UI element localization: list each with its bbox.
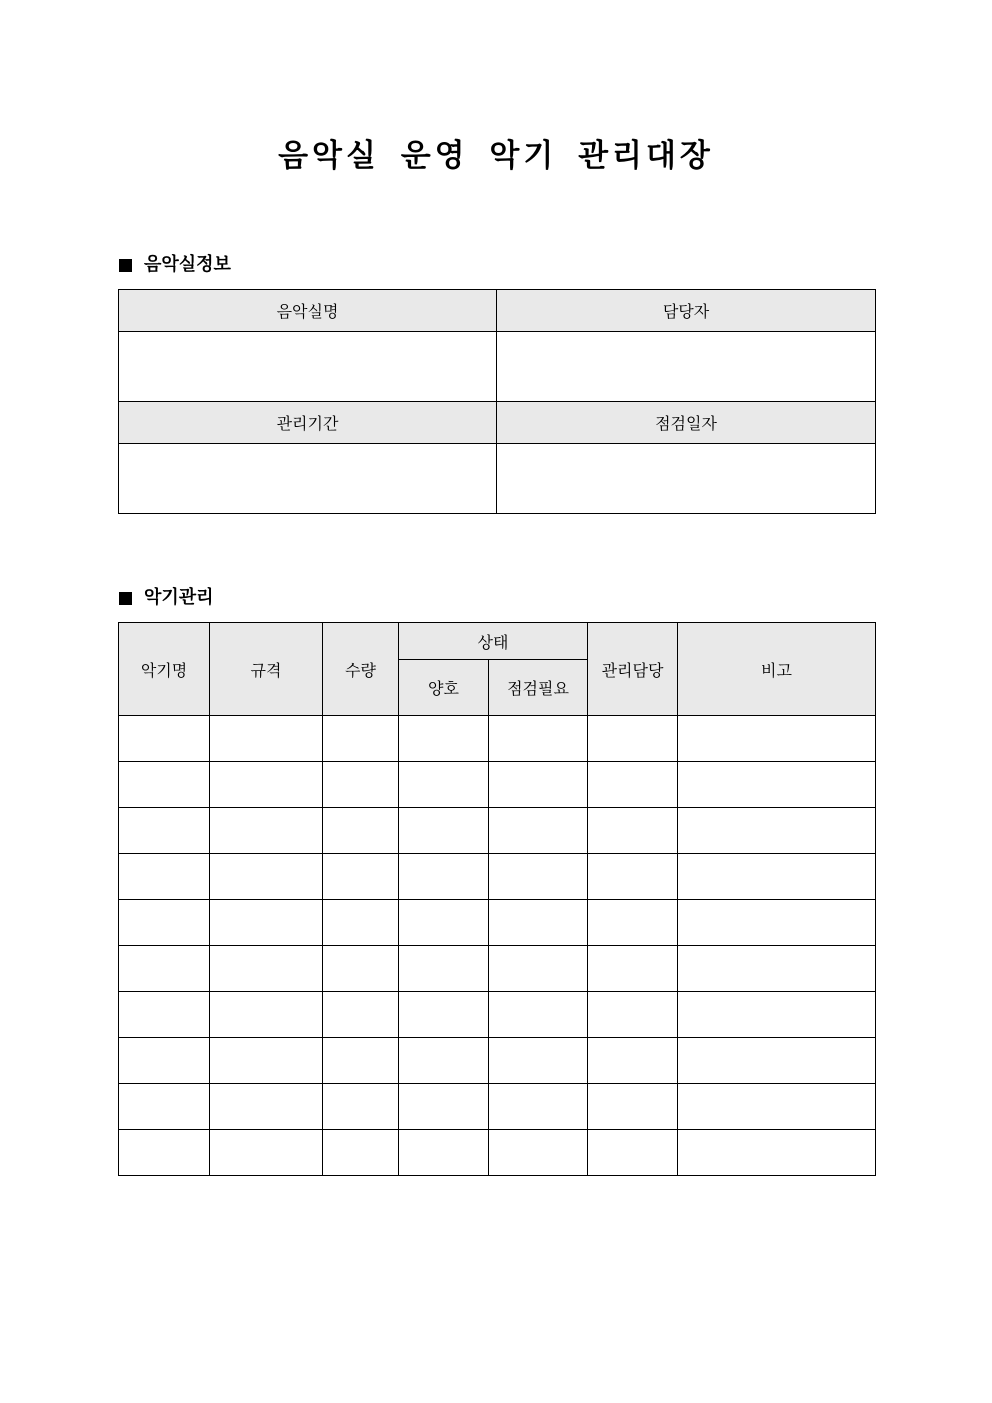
note-cell[interactable]	[678, 762, 876, 808]
instrument-table	[118, 622, 876, 1176]
table-row	[119, 900, 876, 946]
table-row	[119, 1038, 876, 1084]
manager-cell[interactable]	[588, 716, 678, 762]
spec-cell[interactable]	[210, 854, 323, 900]
table-row	[119, 854, 876, 900]
status-check-cell[interactable]	[489, 1084, 588, 1130]
table-row	[119, 1130, 876, 1176]
room-info-table	[118, 289, 876, 514]
quantity-cell[interactable]	[323, 716, 399, 762]
note-cell[interactable]	[678, 1130, 876, 1176]
quantity-cell[interactable]	[323, 1084, 399, 1130]
note-cell[interactable]	[678, 854, 876, 900]
col-instrument-name: 악기명	[119, 623, 210, 716]
status-good-cell[interactable]	[399, 1038, 489, 1084]
spec-cell[interactable]	[210, 946, 323, 992]
status-check-cell[interactable]	[489, 854, 588, 900]
period-field[interactable]	[119, 444, 497, 514]
instrument-name-cell[interactable]	[119, 854, 210, 900]
quantity-cell[interactable]	[323, 762, 399, 808]
manager-field[interactable]	[497, 332, 876, 402]
status-good-cell[interactable]	[399, 716, 489, 762]
status-good-cell[interactable]	[399, 1130, 489, 1176]
period-label: 관리기간	[119, 402, 497, 444]
table-row	[119, 946, 876, 992]
quantity-cell[interactable]	[323, 854, 399, 900]
note-cell[interactable]	[678, 716, 876, 762]
instrument-heading	[119, 586, 214, 610]
status-check-cell[interactable]	[489, 900, 588, 946]
quantity-cell[interactable]	[323, 808, 399, 854]
instrument-name-cell[interactable]	[119, 716, 210, 762]
manager-cell[interactable]	[588, 1084, 678, 1130]
col-manager: 관리담당	[588, 623, 678, 716]
spec-cell[interactable]	[210, 992, 323, 1038]
status-good-cell[interactable]	[399, 854, 489, 900]
table-row	[119, 762, 876, 808]
manager-cell[interactable]	[588, 1038, 678, 1084]
manager-cell[interactable]	[588, 946, 678, 992]
note-cell[interactable]	[678, 900, 876, 946]
inspection-date-field[interactable]	[497, 444, 876, 514]
spec-cell[interactable]	[210, 808, 323, 854]
table-row	[119, 808, 876, 854]
quantity-cell[interactable]	[323, 900, 399, 946]
instrument-name-cell[interactable]	[119, 1084, 210, 1130]
manager-cell[interactable]	[588, 854, 678, 900]
status-good-cell[interactable]	[399, 762, 489, 808]
col-quantity: 수량	[323, 623, 399, 716]
col-note: 비고	[678, 623, 876, 716]
col-status: 상태	[399, 623, 588, 660]
instrument-name-cell[interactable]	[119, 808, 210, 854]
manager-cell[interactable]	[588, 808, 678, 854]
spec-cell[interactable]	[210, 900, 323, 946]
status-check-cell[interactable]	[489, 762, 588, 808]
status-good-cell[interactable]	[399, 1084, 489, 1130]
instrument-name-cell[interactable]	[119, 900, 210, 946]
spec-cell[interactable]	[210, 1038, 323, 1084]
room-info-heading	[119, 253, 231, 277]
instrument-table-body	[119, 716, 876, 1176]
status-check-cell[interactable]	[489, 992, 588, 1038]
room-name-label: 음악실명	[119, 290, 497, 332]
instrument-heading-label: 악기관리	[144, 587, 214, 608]
manager-label: 담당자	[497, 290, 876, 332]
document-title: 음악실 운영 악기 관리대장	[278, 138, 714, 174]
square-bullet-icon	[119, 592, 132, 605]
square-bullet-icon	[119, 259, 132, 272]
spec-cell[interactable]	[210, 1130, 323, 1176]
quantity-cell[interactable]	[323, 1130, 399, 1176]
instrument-name-cell[interactable]	[119, 1130, 210, 1176]
status-check-cell[interactable]	[489, 1130, 588, 1176]
manager-cell[interactable]	[588, 900, 678, 946]
status-check-cell[interactable]	[489, 1038, 588, 1084]
table-row	[119, 992, 876, 1038]
spec-cell[interactable]	[210, 716, 323, 762]
instrument-name-cell[interactable]	[119, 1038, 210, 1084]
manager-cell[interactable]	[588, 1130, 678, 1176]
inspection-date-label: 점검일자	[497, 402, 876, 444]
note-cell[interactable]	[678, 1084, 876, 1130]
spec-cell[interactable]	[210, 762, 323, 808]
status-good-cell[interactable]	[399, 900, 489, 946]
table-row	[119, 1084, 876, 1130]
note-cell[interactable]	[678, 808, 876, 854]
col-status-check: 점검필요	[489, 660, 588, 716]
status-good-cell[interactable]	[399, 992, 489, 1038]
status-check-cell[interactable]	[489, 946, 588, 992]
note-cell[interactable]	[678, 1038, 876, 1084]
status-check-cell[interactable]	[489, 808, 588, 854]
status-good-cell[interactable]	[399, 808, 489, 854]
spec-cell[interactable]	[210, 1084, 323, 1130]
manager-cell[interactable]	[588, 762, 678, 808]
table-row	[119, 716, 876, 762]
quantity-cell[interactable]	[323, 992, 399, 1038]
instrument-name-cell[interactable]	[119, 946, 210, 992]
room-name-field[interactable]	[119, 332, 497, 402]
status-good-cell[interactable]	[399, 946, 489, 992]
status-check-cell[interactable]	[489, 716, 588, 762]
note-cell[interactable]	[678, 992, 876, 1038]
col-spec: 규격	[210, 623, 323, 716]
quantity-cell[interactable]	[323, 946, 399, 992]
room-info-heading-label: 음악실정보	[144, 254, 231, 275]
instrument-name-cell[interactable]	[119, 992, 210, 1038]
note-cell[interactable]	[678, 946, 876, 992]
manager-cell[interactable]	[588, 992, 678, 1038]
instrument-name-cell[interactable]	[119, 762, 210, 808]
col-status-good: 양호	[399, 660, 489, 716]
quantity-cell[interactable]	[323, 1038, 399, 1084]
